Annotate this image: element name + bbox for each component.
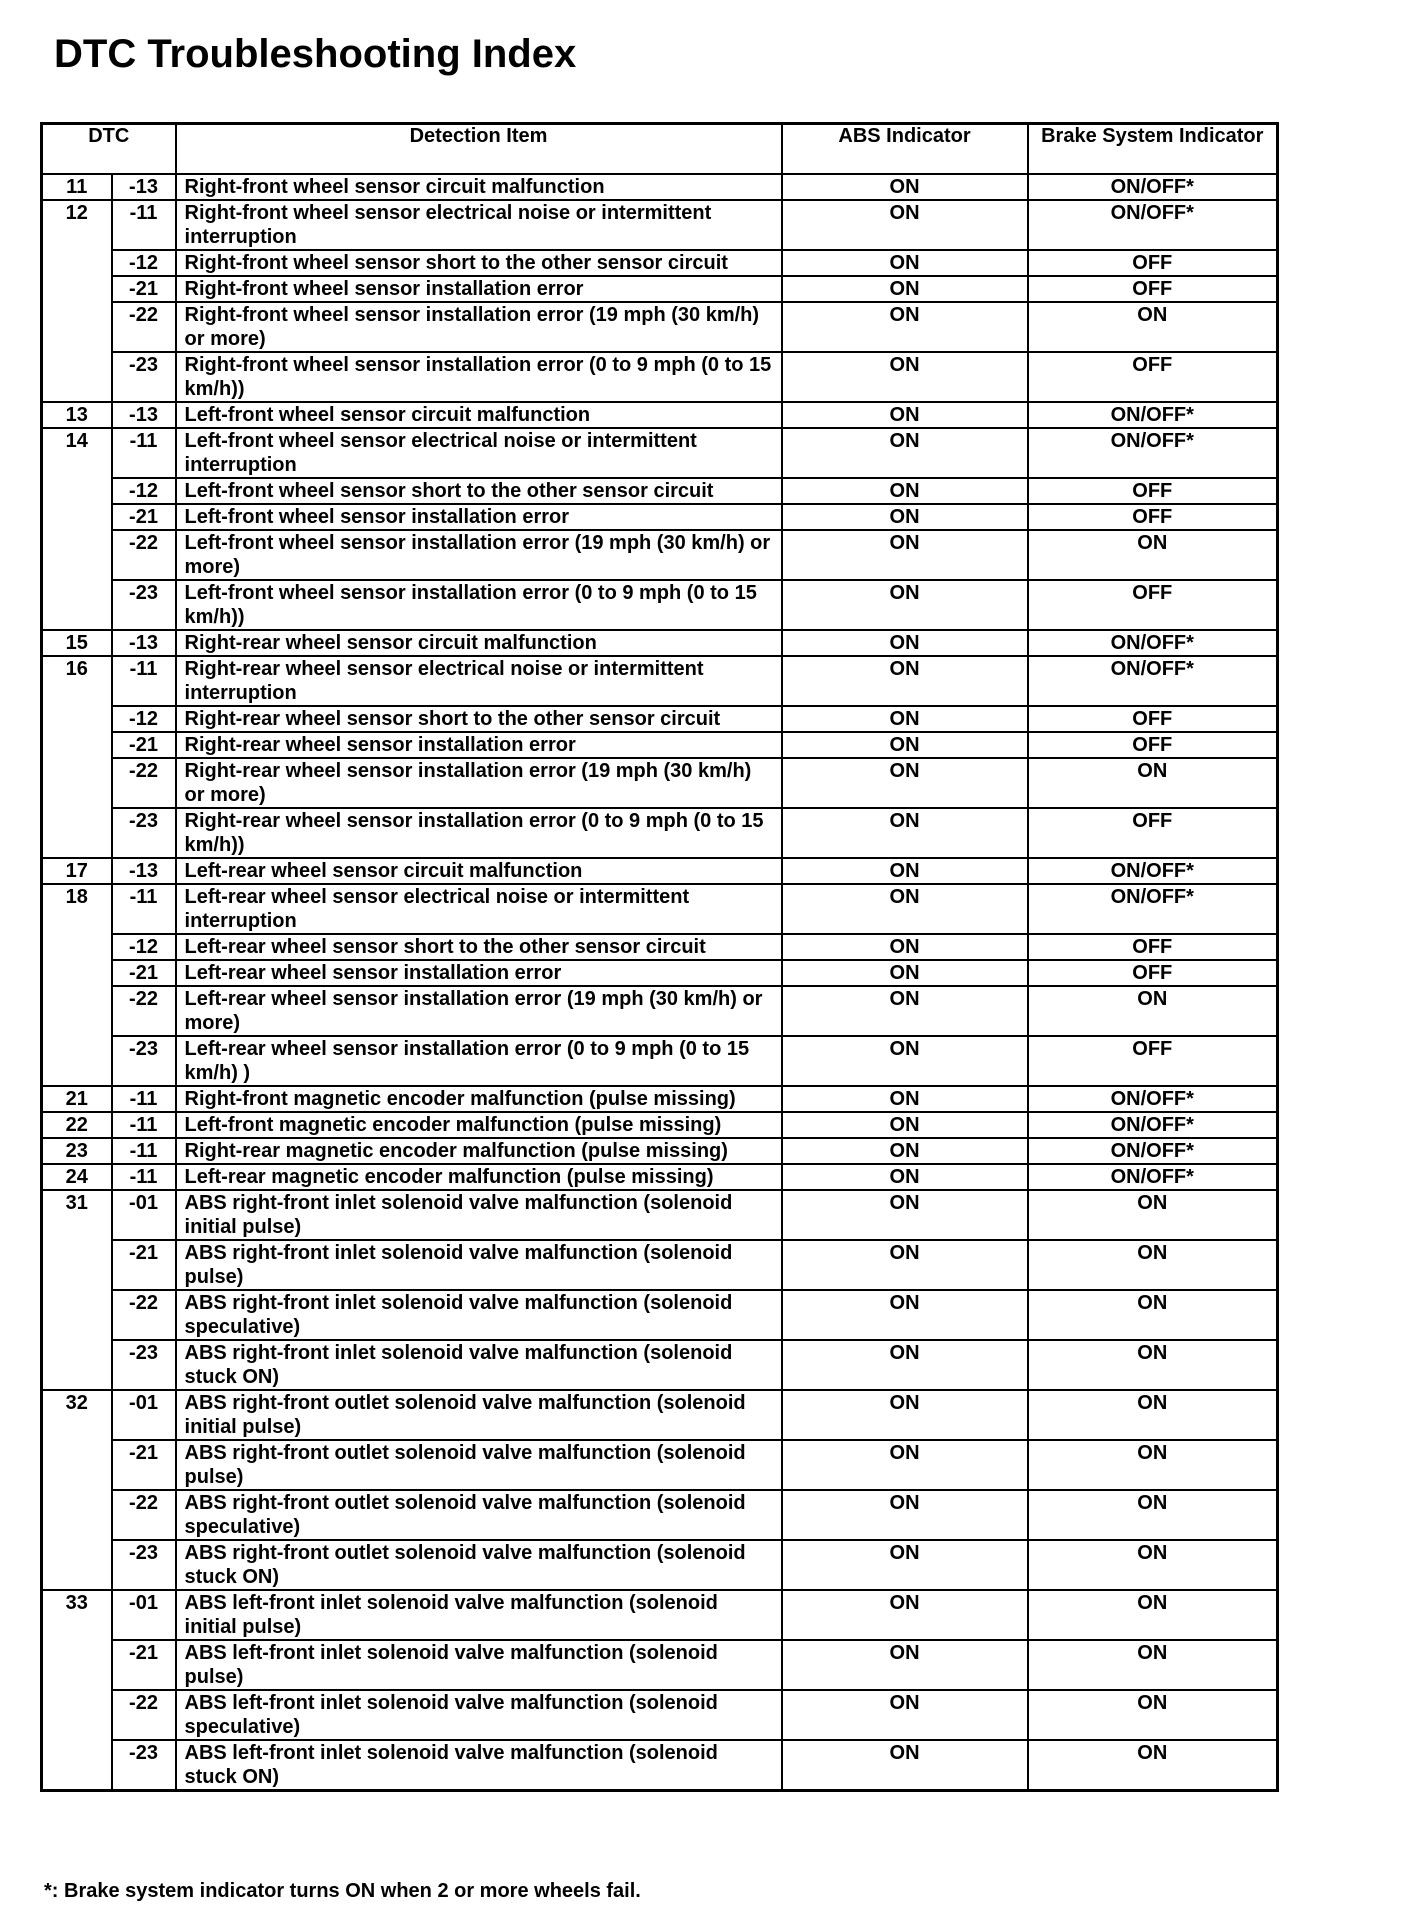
abs-indicator-status: ON [782,1540,1028,1590]
detection-item: ABS right-front outlet solenoid valve malfunction (solenoid stuck ON) [176,1540,782,1590]
brake-indicator-status: OFF [1028,808,1278,858]
brake-indicator-status: ON/OFF* [1028,656,1278,706]
abs-indicator-status: ON [782,1112,1028,1138]
dtc-sub-code: -01 [112,1190,176,1240]
dtc-main-code: 18 [42,884,112,1086]
table-row [42,428,1278,478]
detection-item: Right-front wheel sensor installation error (0 to 9 mph (0 to 15 km/h)) [176,352,782,402]
dtc-main-code: 32 [42,1390,112,1590]
brake-indicator-status: ON [1028,1640,1278,1690]
table-row [42,1540,1278,1590]
abs-indicator-status: ON [782,302,1028,352]
dtc-main-code: 12 [42,200,112,402]
dtc-sub-code: -13 [112,630,176,656]
brake-indicator-status: OFF [1028,352,1278,402]
brake-indicator-status: OFF [1028,478,1278,504]
dtc-main-code: 21 [42,1086,112,1112]
detection-item: ABS right-front outlet solenoid valve malfunction (solenoid pulse) [176,1440,782,1490]
table-row [42,1390,1278,1440]
dtc-table [40,122,1279,1792]
dtc-sub-code: -11 [112,1138,176,1164]
dtc-sub-code: -12 [112,706,176,732]
brake-indicator-status: ON [1028,1540,1278,1590]
table-row [42,1290,1278,1340]
detection-item: Left-rear wheel sensor installation error (19 mph (30 km/h) or more) [176,986,782,1036]
brake-indicator-status: ON [1028,1240,1278,1290]
brake-indicator-status: ON [1028,302,1278,352]
dtc-sub-code: -11 [112,884,176,934]
abs-indicator-status: ON [782,1190,1028,1240]
dtc-main-code: 15 [42,630,112,656]
table-row [42,934,1278,960]
abs-indicator-status: ON [782,1640,1028,1690]
dtc-sub-code: -22 [112,302,176,352]
dtc-main-code: 22 [42,1112,112,1138]
brake-indicator-status: ON/OFF* [1028,1138,1278,1164]
header-abs-indicator: ABS Indicator [782,124,1028,175]
dtc-sub-code: -21 [112,960,176,986]
dtc-main-code: 31 [42,1190,112,1390]
table-row [42,758,1278,808]
brake-indicator-status: OFF [1028,960,1278,986]
header-detection-item: Detection Item [176,124,782,175]
dtc-main-code: 33 [42,1590,112,1791]
table-row [42,580,1278,630]
brake-indicator-status: ON [1028,1190,1278,1240]
table-row [42,808,1278,858]
brake-indicator-status: ON [1028,1440,1278,1490]
dtc-sub-code: -01 [112,1590,176,1640]
abs-indicator-status: ON [782,352,1028,402]
abs-indicator-status: ON [782,630,1028,656]
abs-indicator-status: ON [782,1590,1028,1640]
brake-indicator-status: ON/OFF* [1028,1086,1278,1112]
brake-indicator-status: OFF [1028,250,1278,276]
table-header-row [42,124,1278,175]
table-row [42,1690,1278,1740]
abs-indicator-status: ON [782,1164,1028,1190]
dtc-sub-code: -13 [112,174,176,200]
detection-item: ABS right-front inlet solenoid valve malfunction (solenoid pulse) [176,1240,782,1290]
detection-item: Right-rear wheel sensor installation error (19 mph (30 km/h) or more) [176,758,782,808]
table-row [42,402,1278,428]
detection-item: ABS left-front inlet solenoid valve malfunction (solenoid initial pulse) [176,1590,782,1640]
detection-item: Right-rear wheel sensor short to the other sensor circuit [176,706,782,732]
abs-indicator-status: ON [782,656,1028,706]
detection-item: Left-rear magnetic encoder malfunction (pulse missing) [176,1164,782,1190]
detection-item: ABS left-front inlet solenoid valve malfunction (solenoid pulse) [176,1640,782,1690]
abs-indicator-status: ON [782,1740,1028,1791]
brake-indicator-status: ON/OFF* [1028,630,1278,656]
brake-indicator-status: OFF [1028,934,1278,960]
dtc-sub-code: -22 [112,530,176,580]
abs-indicator-status: ON [782,428,1028,478]
brake-indicator-status: OFF [1028,504,1278,530]
abs-indicator-status: ON [782,1138,1028,1164]
table-row [42,352,1278,402]
detection-item: Right-front wheel sensor installation error [176,276,782,302]
abs-indicator-status: ON [782,706,1028,732]
dtc-sub-code: -21 [112,1440,176,1490]
table-row [42,1640,1278,1690]
table-row [42,1490,1278,1540]
table-row [42,504,1278,530]
abs-indicator-status: ON [782,478,1028,504]
detection-item: Left-front wheel sensor installation error (0 to 9 mph (0 to 15 km/h)) [176,580,782,630]
abs-indicator-status: ON [782,732,1028,758]
detection-item: Left-rear wheel sensor short to the other sensor circuit [176,934,782,960]
page-title: DTC Troubleshooting Index [54,32,577,76]
brake-indicator-status: OFF [1028,276,1278,302]
dtc-sub-code: -11 [112,1112,176,1138]
brake-indicator-status: ON [1028,1490,1278,1540]
abs-indicator-status: ON [782,858,1028,884]
abs-indicator-status: ON [782,808,1028,858]
dtc-sub-code: -22 [112,1690,176,1740]
table-row [42,732,1278,758]
dtc-main-code: 16 [42,656,112,858]
dtc-sub-code: -12 [112,934,176,960]
dtc-sub-code: -23 [112,1036,176,1086]
table-row [42,530,1278,580]
table-row [42,656,1278,706]
table-row [42,1740,1278,1791]
table-row [42,1036,1278,1086]
dtc-sub-code: -13 [112,402,176,428]
abs-indicator-status: ON [782,200,1028,250]
detection-item: Left-rear wheel sensor circuit malfunction [176,858,782,884]
abs-indicator-status: ON [782,1086,1028,1112]
brake-indicator-status: ON [1028,1340,1278,1390]
detection-item: Right-rear wheel sensor circuit malfunction [176,630,782,656]
dtc-sub-code: -11 [112,656,176,706]
abs-indicator-status: ON [782,276,1028,302]
dtc-sub-code: -01 [112,1390,176,1440]
dtc-sub-code: -11 [112,1164,176,1190]
detection-item: ABS left-front inlet solenoid valve malfunction (solenoid speculative) [176,1690,782,1740]
dtc-sub-code: -22 [112,986,176,1036]
detection-item: Right-front magnetic encoder malfunction (pulse missing) [176,1086,782,1112]
brake-indicator-status: ON [1028,1740,1278,1791]
detection-item: Left-front magnetic encoder malfunction (pulse missing) [176,1112,782,1138]
brake-indicator-status: ON/OFF* [1028,200,1278,250]
brake-indicator-status: OFF [1028,732,1278,758]
abs-indicator-status: ON [782,986,1028,1036]
table-row [42,276,1278,302]
dtc-sub-code: -11 [112,428,176,478]
abs-indicator-status: ON [782,1690,1028,1740]
dtc-sub-code: -11 [112,200,176,250]
dtc-sub-code: -21 [112,1240,176,1290]
table-row [42,1138,1278,1164]
brake-indicator-status: ON [1028,1690,1278,1740]
table-row [42,478,1278,504]
detection-item: Right-front wheel sensor short to the other sensor circuit [176,250,782,276]
abs-indicator-status: ON [782,580,1028,630]
abs-indicator-status: ON [782,1036,1028,1086]
abs-indicator-status: ON [782,1240,1028,1290]
table-row [42,706,1278,732]
table-row [42,174,1278,200]
dtc-main-code: 24 [42,1164,112,1190]
abs-indicator-status: ON [782,934,1028,960]
brake-indicator-status: ON [1028,758,1278,808]
detection-item: ABS right-front inlet solenoid valve malfunction (solenoid speculative) [176,1290,782,1340]
detection-item: Right-front wheel sensor electrical noise or intermittent interruption [176,200,782,250]
dtc-main-code: 13 [42,402,112,428]
dtc-main-code: 11 [42,174,112,200]
abs-indicator-status: ON [782,504,1028,530]
table-row [42,1340,1278,1390]
dtc-sub-code: -23 [112,580,176,630]
table-row [42,1240,1278,1290]
dtc-sub-code: -22 [112,758,176,808]
table-row [42,1164,1278,1190]
dtc-sub-code: -22 [112,1290,176,1340]
table-row [42,1190,1278,1240]
table-row [42,302,1278,352]
dtc-sub-code: -11 [112,1086,176,1112]
abs-indicator-status: ON [782,1440,1028,1490]
detection-item: Right-rear wheel sensor installation error [176,732,782,758]
abs-indicator-status: ON [782,1390,1028,1440]
detection-item: Left-rear wheel sensor installation error [176,960,782,986]
table-row [42,630,1278,656]
brake-indicator-status: ON/OFF* [1028,884,1278,934]
detection-item: ABS right-front outlet solenoid valve malfunction (solenoid speculative) [176,1490,782,1540]
table-row [42,1440,1278,1490]
detection-item: Left-rear wheel sensor installation error (0 to 9 mph (0 to 15 km/h) ) [176,1036,782,1086]
dtc-sub-code: -21 [112,732,176,758]
dtc-sub-code: -13 [112,858,176,884]
table-row [42,1086,1278,1112]
detection-item: Right-front wheel sensor installation error (19 mph (30 km/h) or more) [176,302,782,352]
table-row [42,1112,1278,1138]
dtc-sub-code: -23 [112,808,176,858]
abs-indicator-status: ON [782,884,1028,934]
dtc-sub-code: -21 [112,276,176,302]
dtc-sub-code: -23 [112,1740,176,1791]
brake-indicator-status: ON/OFF* [1028,1112,1278,1138]
abs-indicator-status: ON [782,758,1028,808]
dtc-sub-code: -23 [112,1340,176,1390]
detection-item: ABS right-front inlet solenoid valve malfunction (solenoid stuck ON) [176,1340,782,1390]
detection-item: Right-rear wheel sensor electrical noise or intermittent interruption [176,656,782,706]
brake-indicator-status: OFF [1028,580,1278,630]
dtc-sub-code: -21 [112,1640,176,1690]
table-row [42,960,1278,986]
dtc-sub-code: -23 [112,352,176,402]
brake-indicator-status: ON [1028,530,1278,580]
detection-item: Left-front wheel sensor installation error (19 mph (30 km/h) or more) [176,530,782,580]
brake-indicator-status: ON [1028,1290,1278,1340]
abs-indicator-status: ON [782,402,1028,428]
table-row [42,1590,1278,1640]
detection-item: Left-front wheel sensor short to the other sensor circuit [176,478,782,504]
dtc-main-code: 14 [42,428,112,630]
detection-item: Left-front wheel sensor circuit malfunction [176,402,782,428]
dtc-sub-code: -12 [112,478,176,504]
header-dtc: DTC [42,124,176,175]
abs-indicator-status: ON [782,174,1028,200]
brake-indicator-status: ON/OFF* [1028,428,1278,478]
brake-indicator-status: OFF [1028,1036,1278,1086]
footnote: *: Brake system indicator turns ON when 2 or more wheels fail. [44,1880,641,1902]
brake-indicator-status: ON/OFF* [1028,1164,1278,1190]
header-brake-system-indicator: Brake System Indicator [1028,124,1278,175]
dtc-sub-code: -23 [112,1540,176,1590]
brake-indicator-status: ON [1028,1590,1278,1640]
table-row [42,200,1278,250]
abs-indicator-status: ON [782,530,1028,580]
dtc-table-body [42,174,1278,1791]
brake-indicator-status: OFF [1028,706,1278,732]
table-row [42,884,1278,934]
abs-indicator-status: ON [782,1290,1028,1340]
detection-item: Left-front wheel sensor installation error [176,504,782,530]
brake-indicator-status: ON/OFF* [1028,858,1278,884]
detection-item: Left-rear wheel sensor electrical noise or intermittent interruption [176,884,782,934]
detection-item: Right-rear magnetic encoder malfunction (pulse missing) [176,1138,782,1164]
brake-indicator-status: ON/OFF* [1028,174,1278,200]
dtc-sub-code: -21 [112,504,176,530]
abs-indicator-status: ON [782,1490,1028,1540]
dtc-sub-code: -12 [112,250,176,276]
detection-item: Left-front wheel sensor electrical noise or intermittent interruption [176,428,782,478]
table-row [42,858,1278,884]
detection-item: Right-rear wheel sensor installation error (0 to 9 mph (0 to 15 km/h)) [176,808,782,858]
dtc-main-code: 17 [42,858,112,884]
brake-indicator-status: ON [1028,986,1278,1036]
detection-item: ABS left-front inlet solenoid valve malfunction (solenoid stuck ON) [176,1740,782,1791]
dtc-sub-code: -22 [112,1490,176,1540]
dtc-main-code: 23 [42,1138,112,1164]
detection-item: Right-front wheel sensor circuit malfunction [176,174,782,200]
detection-item: ABS right-front outlet solenoid valve malfunction (solenoid initial pulse) [176,1390,782,1440]
table-row [42,986,1278,1036]
brake-indicator-status: ON/OFF* [1028,402,1278,428]
abs-indicator-status: ON [782,960,1028,986]
abs-indicator-status: ON [782,1340,1028,1390]
table-row [42,250,1278,276]
brake-indicator-status: ON [1028,1390,1278,1440]
detection-item: ABS right-front inlet solenoid valve malfunction (solenoid initial pulse) [176,1190,782,1240]
abs-indicator-status: ON [782,250,1028,276]
